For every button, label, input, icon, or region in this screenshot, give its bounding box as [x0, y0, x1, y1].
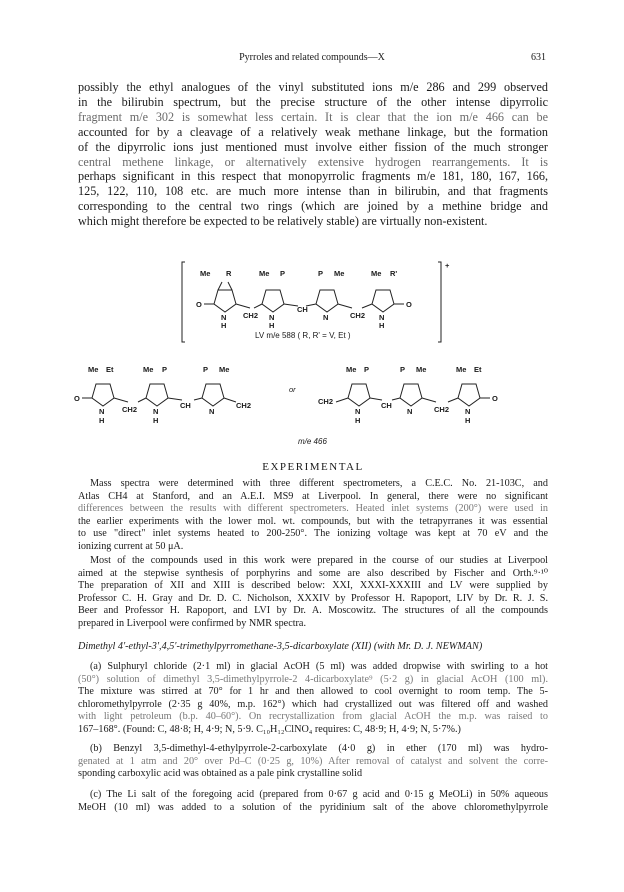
text-line: accounted for by a cleavage of a relatively weak methane linkage, but the formation	[78, 124, 548, 139]
text-line: The mixture was stirred at 70° for 1 hr and then allowed to cool overnight to room temp. The 5-	[78, 686, 548, 698]
substituent-label: Me	[219, 365, 230, 374]
structure-bottom	[74, 365, 498, 446]
experimental-paragraph-2	[78, 555, 548, 631]
charge-label: +	[445, 261, 450, 270]
atom-label: N	[221, 313, 227, 322]
text-line: 125, 122, 110, 108 etc. are much more intense than in bilirubin, and that fragments	[78, 184, 548, 199]
substituent-label: Et	[474, 365, 482, 374]
substituent-label: Me	[346, 365, 357, 374]
text-line: Most of the compounds used in this work were prepared in the course of our studies at Liverpool	[90, 555, 548, 566]
page-number: 631	[531, 52, 546, 63]
atom-label: N	[355, 407, 361, 416]
text-line: perhaps significant in this respect that monopyrrolic fragments m/e 181, 180, 167, 166,	[78, 169, 548, 184]
atom-label: O	[406, 300, 412, 309]
text-line: Professor C. H. Gray and Dr. D. C. Nicholson, XXXIV by Professor H. Rapoport, LIV by Dr. R. J. S.	[78, 592, 548, 604]
atom-label: N	[379, 313, 385, 322]
atom-label: CH2	[236, 401, 252, 410]
substituent-label: Me	[88, 365, 99, 374]
text-line: prepared in Liverpool were confirmed by NMR spectra.	[78, 617, 307, 629]
substituent-label: Me	[416, 365, 427, 374]
substituent-label: Me	[371, 269, 382, 278]
substituent-label: Me	[456, 365, 467, 374]
substituent-label: R	[226, 269, 232, 278]
atom-label: N	[153, 407, 159, 416]
or-label: or	[289, 385, 296, 394]
substituent-label: Me	[200, 269, 211, 278]
text-line: Atlas CH4 at Stanford, and an A.E.I. MS9 at Liverpool. In general, there were no significant	[78, 490, 548, 502]
text-line: (c) The Li salt of the foregoing acid (prepared from 0·67 g acid and 0·15 g MeOLi) in 50% aqueous	[90, 789, 548, 800]
atom-label: H	[465, 416, 471, 425]
atom-label: CH2	[350, 311, 366, 320]
substituent-label: Me	[143, 365, 154, 374]
text-line: fragment m/e 302 is somewhat less certain. It is clear that the ion m/e 466 can be	[78, 109, 548, 124]
text-line: 167–168°. (Found: C, 48·8; H, 4·9; N, 5·9. C₁₀H₁₂ClNO₄ requires: C, 48·9; H, 4·9; N, 5·7%.)	[78, 723, 461, 735]
text-line: Dimethyl 4'-ethyl-3',4,5'-trimethylpyrromethane-3,5-dicarboxylate (XII) (with Mr. D. J. NEWMAN)	[78, 641, 483, 652]
text-line: ionizing current at 50 μA.	[78, 540, 184, 552]
substituent-label: P	[318, 269, 324, 278]
atom-label: O	[74, 394, 80, 403]
atom-label: N	[269, 313, 275, 322]
substituent-label: Me	[334, 269, 345, 278]
structure-caption: LV m/e 588 ( R, R' = V, Et )	[255, 331, 351, 340]
atom-label: CH2	[243, 311, 259, 320]
atom-label: N	[209, 407, 215, 416]
substituent-label: P	[162, 365, 168, 374]
atom-label: H	[269, 321, 275, 330]
atom-label: O	[492, 394, 498, 403]
substituent-label: P	[400, 365, 406, 374]
text-line: in the bilirubin spectrum, but the precise structure of the other intense dipyrrolic	[78, 94, 548, 109]
structure-top	[182, 261, 450, 342]
substituent-label: P	[203, 365, 209, 374]
text-line: with light petroleum (b.p. 40–60°). On recrystallization from glacial AcOH the m.p. was raised to	[78, 711, 548, 723]
step-c-paragraph	[78, 789, 548, 814]
compound-heading	[78, 641, 548, 654]
atom-label: H	[99, 416, 105, 425]
text-line: sponding carboxylic acid was obtained as a pale pink crystalline solid	[78, 768, 363, 780]
text-line: aimed at the stepwise synthesis of porphyrins and some are also described by Fischer and Orth.⁹·¹⁰	[78, 567, 548, 579]
text-line: central methene linkage, or alternatively extensive hydrogen rearrangements. It is	[78, 154, 548, 169]
atom-label: H	[153, 416, 159, 425]
atom-label: H	[379, 321, 385, 330]
substituent-label: R'	[390, 269, 398, 278]
atom-label: CH	[297, 305, 308, 314]
substituent-label: Et	[106, 365, 114, 374]
atom-label: H	[221, 321, 227, 330]
text-line: (50°) solution of dimethyl 3,5-dimethylpyrrole-2 4-dicarboxylate⁹ (5·2 g) in glacial AcOH (100 ml).	[78, 673, 548, 685]
text-line: Beer and Professor H. Rapoport, and LVI by Dr. A. Moscowitz. The structures of all the compounds	[78, 605, 548, 617]
substituent-label: P	[364, 365, 370, 374]
text-line: (b) Benzyl 3,5-dimethyl-4-ethylpyrrole-2-carboxylate (4·0 g) in ether (170 ml) was hydro-	[90, 743, 548, 754]
text-line: (a) Sulphuryl chloride (2·1 ml) in glacial AcOH (5 ml) was added dropwise with swirling to a hot	[90, 661, 548, 672]
atom-label: N	[465, 407, 471, 416]
atom-label: CH	[381, 401, 392, 410]
atom-label: CH2	[318, 397, 334, 406]
substituent-label: Me	[259, 269, 270, 278]
text-line: chloromethylpyrrole (2·35 g 40%, m.p. 162°) which had crystallized out was filtered off and washed	[78, 698, 548, 710]
experimental-paragraph-1	[78, 478, 548, 554]
text-line: the earlier experiments with the lower mol. wt. compounds, but with the tetrapyrranes it was essential	[78, 515, 548, 527]
atom-label: N	[407, 407, 413, 416]
text-line: Mass spectra were determined with three different spectrometers, a C.E.C. No. 21-103C, and	[90, 478, 548, 489]
atom-label: N	[323, 313, 329, 322]
atom-label: N	[99, 407, 105, 416]
text-line: MeOH (10 ml) was added to a solution of the pyridinium salt of the above chloromethylpyrrole	[78, 801, 548, 813]
text-line: The preparation of XII and XIII is described below: XXI, XXXI-XXXIII and LV were supplied by	[78, 580, 548, 592]
text-line: genated at 1 atm and 20° over Pd–C (0·25 g, 10%) After removal of catalyst and solvent the corre-	[78, 755, 548, 767]
atom-label: O	[196, 300, 202, 309]
text-line: possibly the ethyl analogues of the vinyl substituted ions m/e 286 and 299 observed	[78, 80, 548, 94]
atom-label: CH	[180, 401, 191, 410]
structure-caption: m/e 466	[298, 437, 327, 446]
step-a-paragraph	[78, 661, 548, 737]
atom-label: H	[355, 416, 361, 425]
substituent-label: P	[280, 269, 286, 278]
text-line: to use "direct" inlet systems heated to 200-250°. The ionizing voltage was kept at 70 eV and the	[78, 528, 548, 540]
text-line: which might therefore be expected to be relatively stable) are virtually non-existent.	[78, 214, 488, 229]
atom-label: CH2	[122, 405, 138, 414]
running-title: Pyrroles and related compounds—X	[239, 52, 385, 63]
text-line: corresponding to the central two rings (which are joined by a methine bridge and	[78, 199, 548, 214]
text-line: of the dipyrrolic ions just mentioned must involve either fission of the much stronger	[78, 139, 548, 154]
step-b-paragraph	[78, 743, 548, 781]
atom-label: CH2	[434, 405, 450, 414]
section-title: EXPERIMENTAL	[262, 461, 364, 473]
text-line: differences between the results with different spectrometers. Heated inlet systems (200°) were used in	[78, 503, 548, 515]
